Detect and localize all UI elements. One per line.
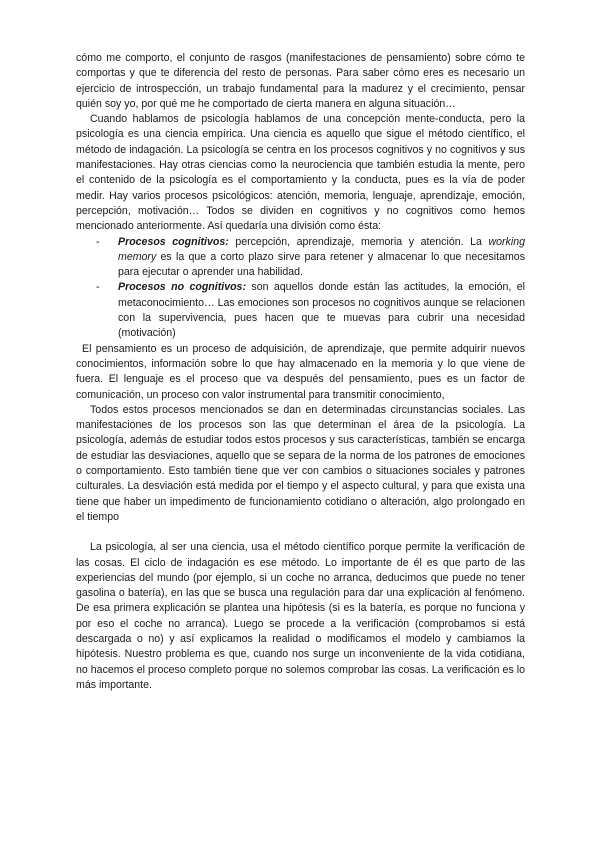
paragraph-pensamiento: El pensamiento es un proceso de adquisición, de aprendizaje, que permite adquirir nuevos conocimientos, información sobre lo que hay almacenado en la memoria y lo que viene de fuera. El lenguaje es el proceso que va después del pensamiento, pues es un factor de comunicación, un proceso con valor instrumental para transmitir conocimiento,: [76, 342, 525, 401]
list-item-cognitivos: [96, 235, 525, 281]
paragraph-personalidad: cómo me comporto, el conjunto de rasgos (manifestaciones de pensamiento) sobre cómo te comportas y que te diferencia del resto de personas. Para saber cómo eres es necesario un ejercicio de introspección, un trabajo fundamental para la madurez y el crecimiento, pensar quién soy yo, por qué me he comportado de cierta manera en alguna situación…: [76, 52, 525, 110]
paragraph-metodo-cientifico: La psicología, al ser una ciencia, usa el método científico porque permite la verificación de las cosas. El ciclo de indagación es ese método. Lo importante de él es que parto de las experiencias del mundo (por ejemplo, si un coche no arranca, deducimos que puede no tener gasolina o batería), en las que se busca una regulación para dar una explicación al fenómeno. De esa primera explicación se plantea una hipótesis (si es la batería, es porque no funciona y por eso el coche no arranca). Luego se procede a la verificación (comprobamos si está descargada o no) y así explicamos la realidad o modificamos el modelo y cambiamos la hipótesis. Nuestro problema es que, cuando nos surge un inconveniente de la vida cotidiana, no hacemos el proceso completo porque no solemos comprobar las cosas. La verificación es lo más importante.: [76, 541, 525, 691]
paragraph-psicologia-ciencia: Cuando hablamos de psicología hablamos de una concepción mente-conducta, pero la psicología es una ciencia empírica. Una ciencia es aquello que sigue el método científico, el método de indagación. La psicología se centra en los procesos cognitivos y no cognitivos y sus manifestaciones. Hay otras ciencias como la neurociencia que también estudia la mente, pero el contenido de la psicología es el comportamiento y la conducta, pues es la vía de poder medir. Hay varios procesos psicológicos: atención, memoria, lenguaje, aprendizaje, emoción, percepción, motivación… Todos se dividen en cognitivos y no cognitivos como hemos mencionado anteriormente. Así quedaría una división como ésta:: [76, 113, 525, 233]
list-dash: -: [96, 281, 100, 294]
term-working-memory: working memory: [118, 235, 525, 263]
list-text: percepción, aprendizaje, memoria y atención. La: [228, 235, 489, 248]
list-dash: -: [96, 235, 100, 248]
list-text: son aquellos donde están las actitudes, la emoción, el metaconocimiento… Las emociones son procesos no cognitivos aunque se relacionen con la supervivencia, pues hacen que te muevas para cubrir una necesidad (motivación): [118, 281, 525, 340]
term-procesos-cognitivos: Procesos cognitivos:: [118, 235, 229, 248]
list-text: es la que a corto plazo sirve para retener y almacenar lo que necesitamos para ejecutar o aprender una habilidad.: [118, 250, 525, 279]
list-item-no-cognitivos: [96, 280, 525, 341]
process-list: [76, 235, 525, 342]
paragraph-circunstancias-sociales: Todos estos procesos mencionados se dan en determinadas circunstancias sociales. Las manifestaciones de los procesos son las que determinan el área de la psicología. La psicología, además de estudiar todos estos procesos y sus características, también se encarga de estudiar las desviaciones, aquello que se separa de la norma de los patrones de emociones o comportamiento. Esto también tiene que ver con cambios o situaciones sociales y patrones culturales. La desviación está medida por el tiempo y el aspecto cultural, y para que exista una tiene que haber un impedimento de funcionamiento cotidiano o alteración, algo prolongado en el tiempo: [76, 403, 525, 523]
term-procesos-no-cognitivos: Procesos no cognitivos:: [118, 281, 246, 294]
document-page: [76, 51, 525, 693]
